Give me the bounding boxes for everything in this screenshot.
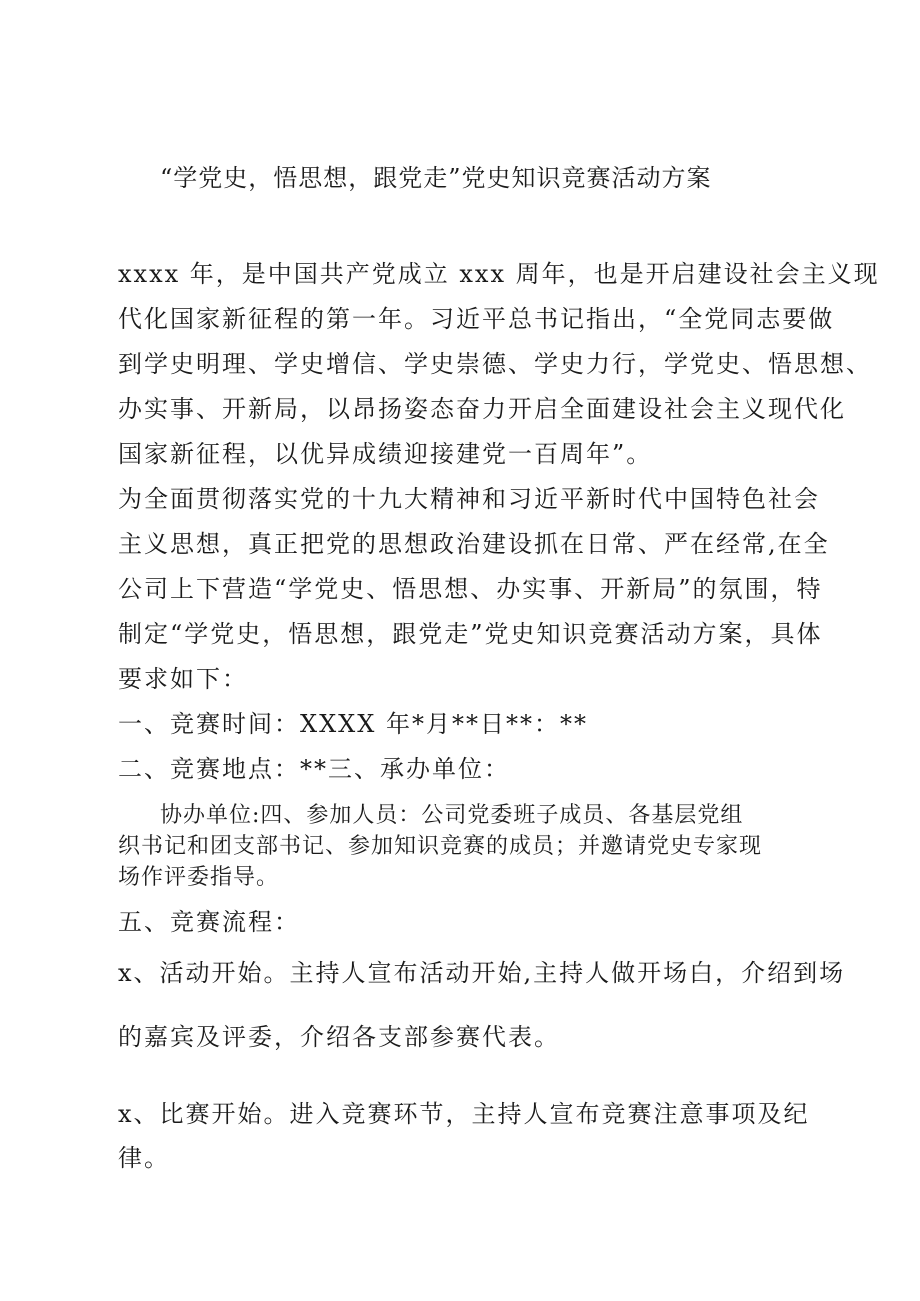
step2-line-1: x、比赛开始。进入竞赛环节，主持人宣布竞赛注意事项及纪 xyxy=(118,1100,810,1128)
intro-line-4: 办实事、开新局，以昂扬姿态奋力开启全面建设社会主义现代化 xyxy=(118,395,846,423)
purpose-line-3: 公司上下营造“学党史、悟思想、办实事、开新局”的氛围，特 xyxy=(118,575,823,603)
cohost-line-2: 织书记和团支部书记、参加知识竞赛的成员；并邀请党史专家现 xyxy=(118,834,763,859)
competition-time: 一、竞赛时间：XXXX 年*月**日**：** xyxy=(118,710,588,738)
step2-line-2: 律。 xyxy=(118,1144,170,1172)
purpose-line-2: 主义思想，真正把党的思想政治建设抓在日常、严在经常,在全 xyxy=(118,530,830,558)
intro-line-5: 国家新征程，以优异成绩迎接建党一百周年”。 xyxy=(118,440,653,468)
step1-line-2: 的嘉宾及评委，介绍各支部参赛代表。 xyxy=(118,1023,560,1051)
purpose-line-4: 制定“学党史，悟思想，跟党走”党史知识竞赛活动方案，具体 xyxy=(118,620,823,648)
competition-place: 二、竞赛地点：**三、承办单位： xyxy=(118,755,510,783)
intro-line-2: 代化国家新征程的第一年。习近平总书记指出，“全党同志要做 xyxy=(118,305,835,333)
process-heading: 五、竞赛流程： xyxy=(118,908,300,936)
cohost-line-1: 协办单位:四、参加人员：公司党委班子成员、各基层党组 xyxy=(160,803,744,828)
cohost-line-3: 场作评委指导。 xyxy=(118,865,280,890)
intro-line-3: 到学史明理、学史增信、学史崇德、学史力行，学党史、悟思想、 xyxy=(118,350,872,378)
purpose-line-1: 为全面贯彻落实党的十九大精神和习近平新时代中国特色社会 xyxy=(118,485,820,513)
document-title: “学党史，悟思想，跟党走”党史知识竞赛活动方案 xyxy=(160,164,712,192)
intro-line-1: xxxx 年，是中国共产党成立 xxx 周年，也是开启建设社会主义现 xyxy=(118,260,880,288)
purpose-line-5: 要求如下： xyxy=(118,665,248,693)
step1-line-1: x、活动开始。主持人宣布活动开始,主持人做开场白，介绍到场 xyxy=(118,959,846,987)
